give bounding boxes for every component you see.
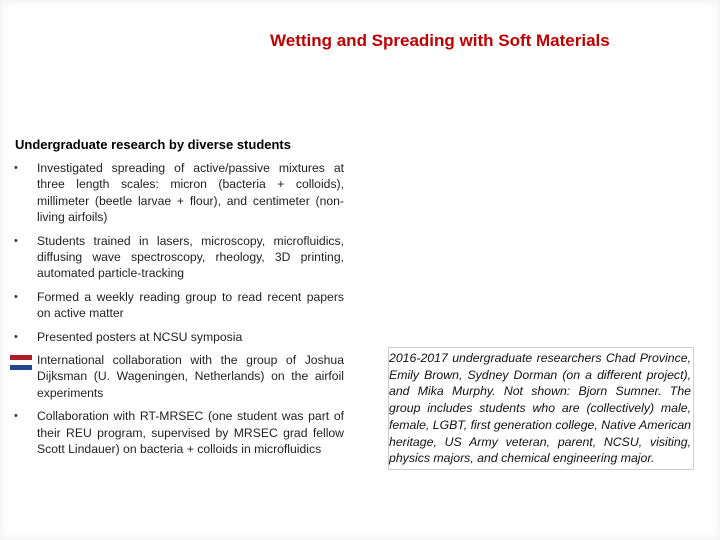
bullet-item bbox=[14, 160, 344, 226]
slide-subtitle: Research Center, NCSU, Physics Student Outreach bbox=[366, 89, 643, 103]
bullet-text: International collaboration with the group of Joshua Dijksman (U. Wageningen, Netherlands) on the airfoil experiments bbox=[37, 353, 344, 400]
bullet-item bbox=[14, 289, 344, 322]
bullet-item bbox=[14, 329, 344, 345]
flag-blue-stripe bbox=[10, 365, 32, 370]
netherlands-flag-icon bbox=[10, 355, 32, 370]
author-name: John Nasrey bbox=[18, 33, 86, 47]
bullet-symbol: • bbox=[14, 290, 18, 303]
bullet-symbol: • bbox=[14, 410, 18, 423]
bullet-item bbox=[14, 352, 344, 401]
bullet-item bbox=[14, 233, 344, 282]
bullet-list bbox=[14, 160, 344, 465]
bullet-text: Students trained in lasers, microscopy, microfluidics, diffusing wave spectroscopy, rheology, 3D printing, automated particle-tracking bbox=[37, 233, 344, 281]
slide-title: Wetting and Spreading with Soft Materials bbox=[270, 31, 610, 50]
bullet-item bbox=[14, 408, 344, 457]
bullet-text: Collaboration with RT-MRSEC (one student was part of their REU program, supervised by MRSEC grad fellow Scott Lindauer) on bacteria + colloids in microfluidics bbox=[37, 409, 344, 457]
section-heading: Undergraduate research by diverse students bbox=[15, 137, 291, 152]
bullet-text: Formed a weekly reading group to read recent papers on active matter bbox=[37, 289, 344, 321]
bullet-text: Investigated spreading of active/passive mixtures at three length scales: micron (bacteria + colloids), millimeter (beetle larvae + flour), and centimeter (non-living airfoils) bbox=[37, 161, 344, 225]
photo-caption: 2016-2017 undergraduate researchers Chad Province, Emily Brown, Sydney Dorman (on a different project), and Mika Murphy. Not shown: Bjorn Sumner. The group includes students who are (collectively) male, female, LGBT, first generation college, Native American heritage, US Army veteran, parent, NCSU, visiting, physics majors, and chemical engineering major. bbox=[388, 347, 694, 470]
bullet-text: Presented posters at NCSU symposia bbox=[37, 329, 243, 344]
bullet-symbol: • bbox=[14, 234, 18, 247]
photo-area bbox=[372, 130, 702, 340]
bullet-symbol: • bbox=[14, 330, 18, 343]
bullet-symbol: • bbox=[14, 162, 18, 174]
